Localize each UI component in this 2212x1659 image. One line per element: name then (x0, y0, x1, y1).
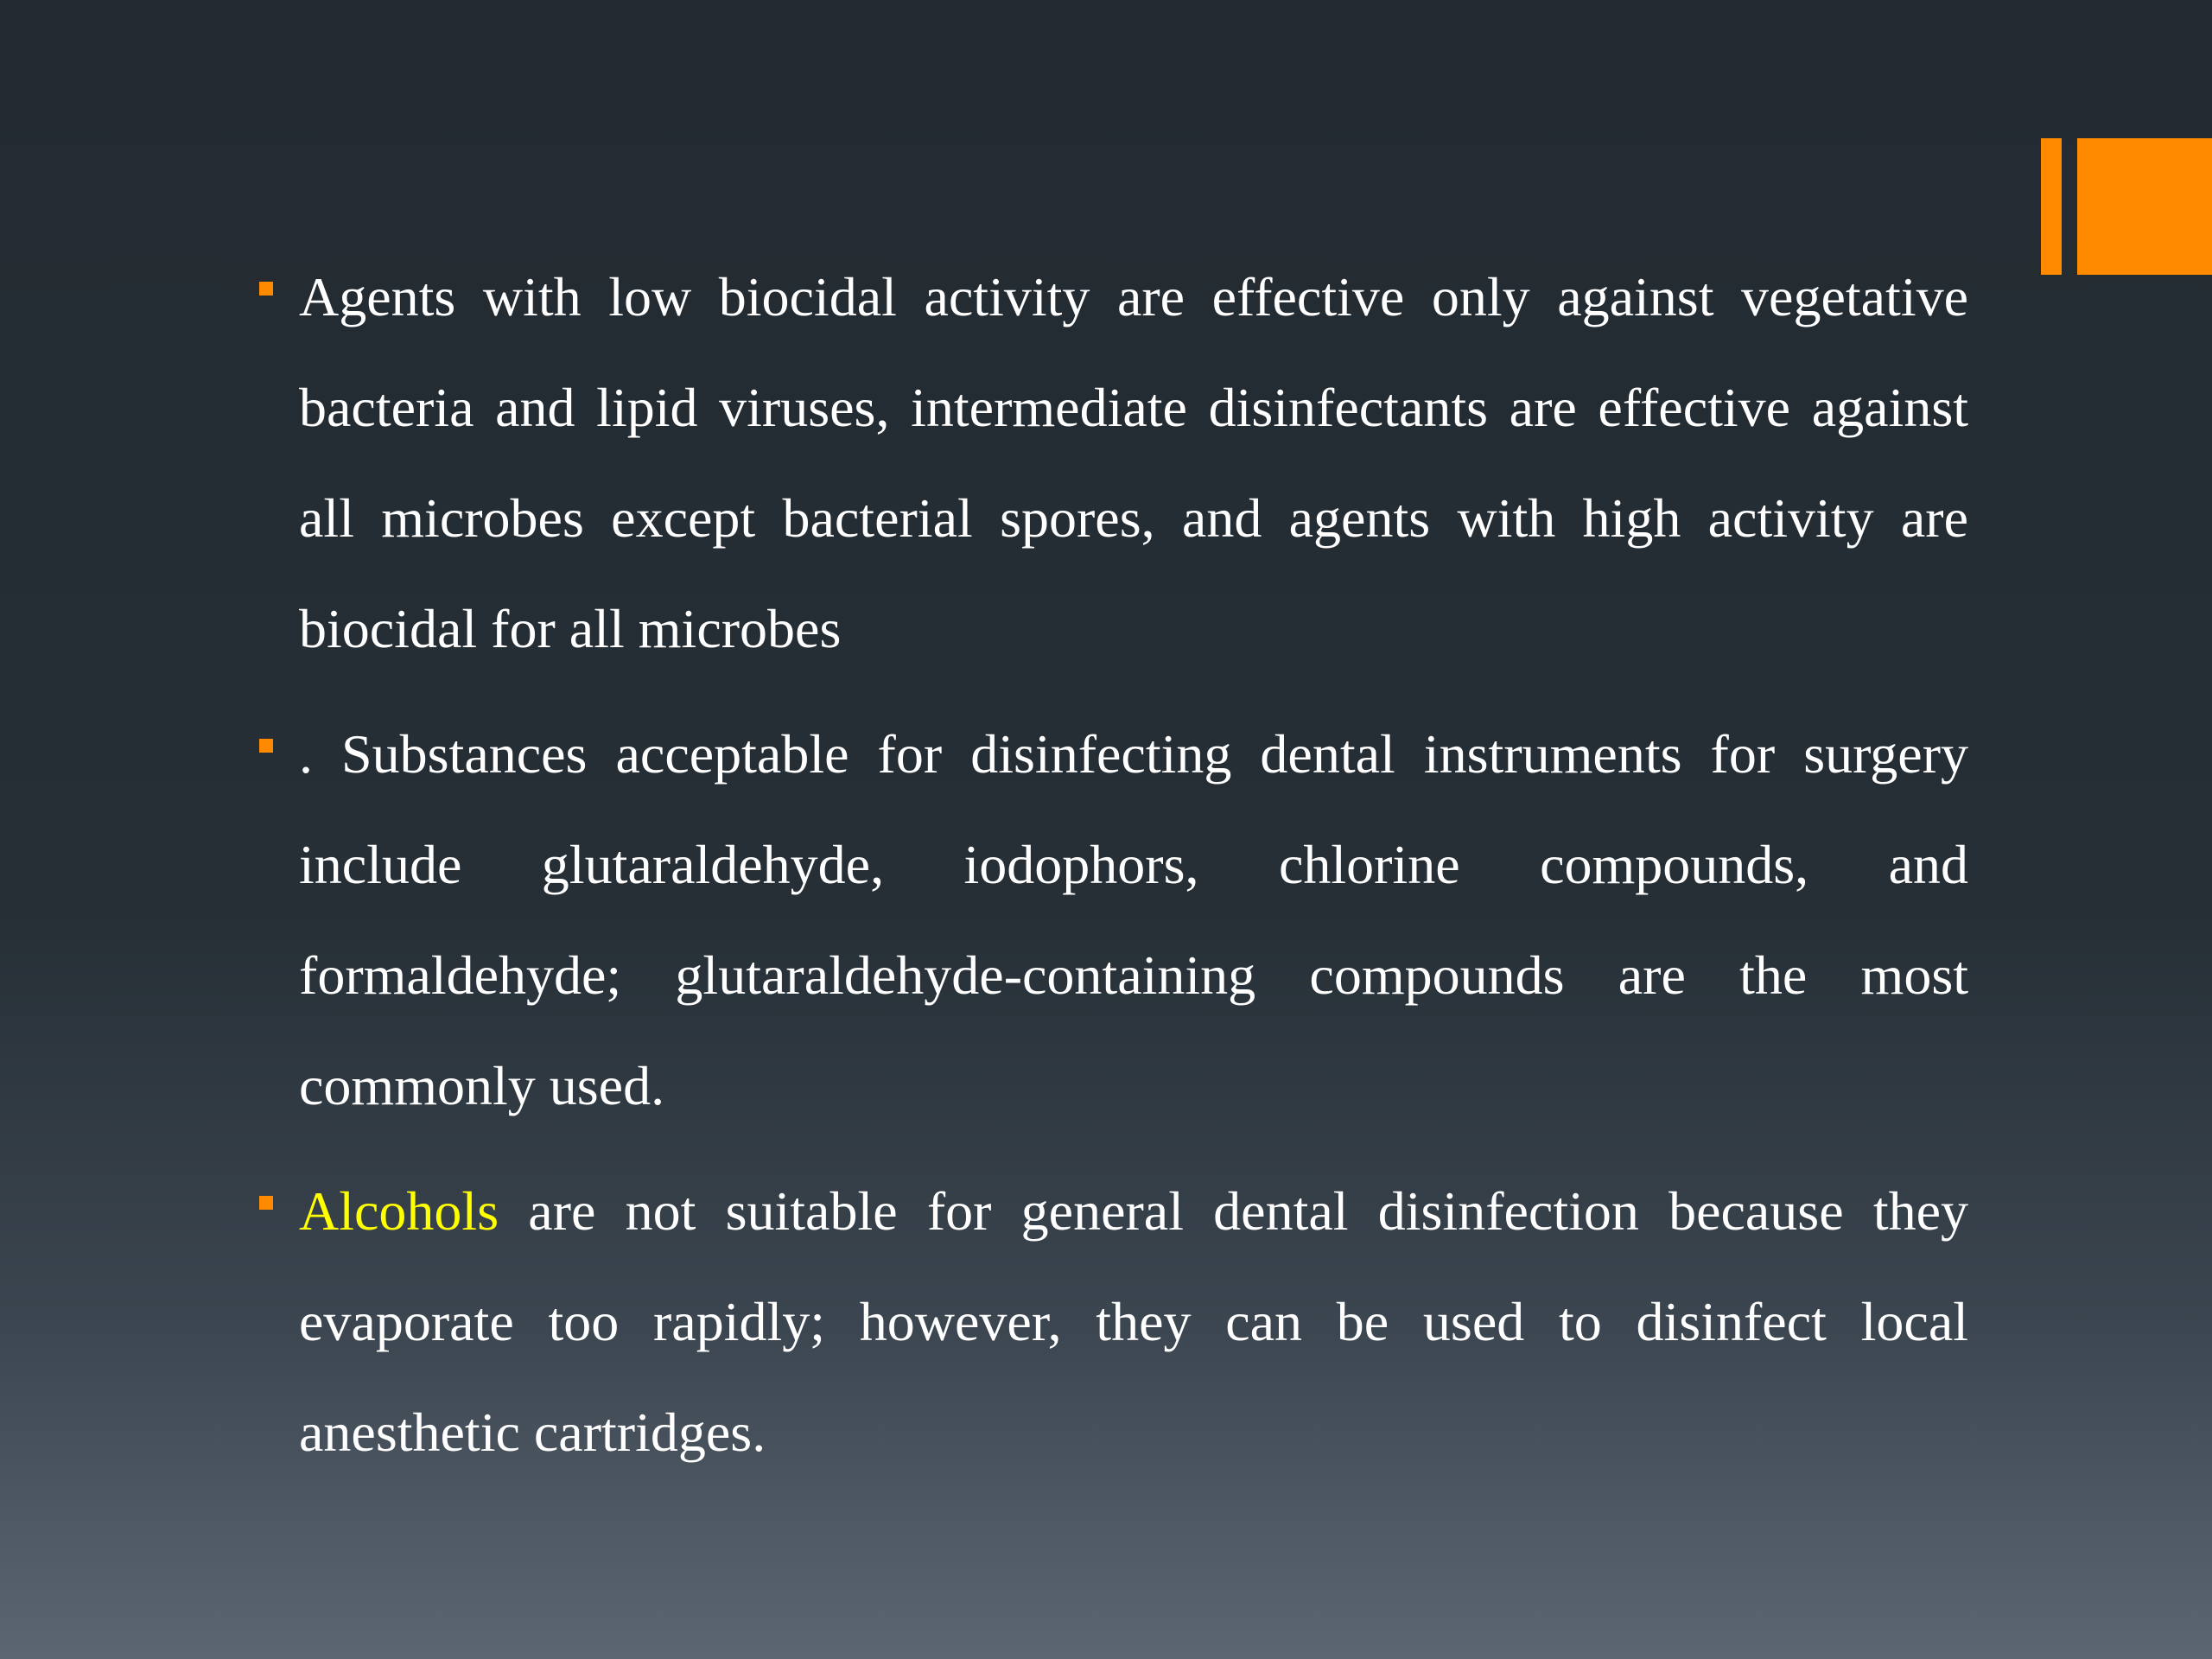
slide-accent-bar-block (2077, 138, 2212, 275)
slide-accent-bar-thin (2041, 138, 2062, 275)
bullet-item (256, 1156, 1968, 1488)
bullet-text (299, 242, 1968, 684)
square-bullet-icon (259, 739, 273, 753)
slide-content (256, 242, 1968, 1503)
bullet-body: . Substances acceptable for disinfecting dental instruments for surgery include glutaraldehyde, iodophors, chlorine compounds, and formaldehyde; glutaraldehyde-containing compounds are the most commonly used. (299, 723, 1968, 1116)
square-bullet-icon (259, 1196, 273, 1210)
bullet-text (299, 699, 1968, 1141)
bullet-item (256, 242, 1968, 684)
square-bullet-icon (259, 282, 273, 296)
bullet-body: are not suitable for general dental disinfection because they evaporate too rapidly; however, they can be used to disinfect local anesthetic cartridges. (299, 1180, 1968, 1463)
bullet-highlight: Alcohols (299, 1180, 499, 1242)
bullet-body: Agents with low biocidal activity are effective only against vegetative bacteria and lipid viruses, intermediate disinfectants are effective against all microbes except bacterial spores, and agents with high activity are biocidal for all microbes (299, 266, 1968, 659)
bullet-text (299, 1156, 1968, 1488)
bullet-item (256, 699, 1968, 1141)
